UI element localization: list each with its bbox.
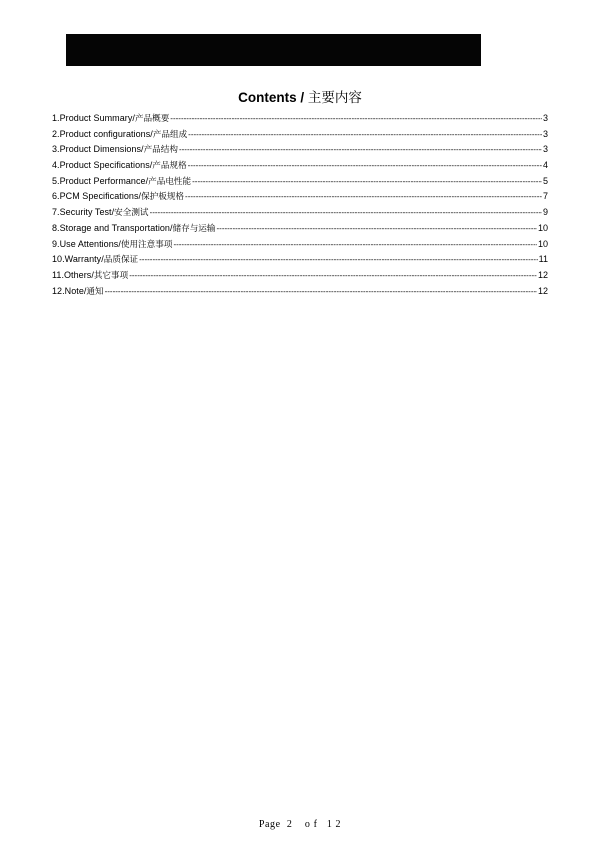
toc-entry-separator: / [145,175,149,186]
contents-title [0,86,600,106]
toc-entry-title-cn: 产品结构 [143,145,178,156]
toc-entry-title: 7.Security Test [52,207,112,218]
toc-dot-leader [129,268,537,284]
toc-entry-page-number: 3 [542,144,548,155]
toc-entry-separator: / [118,238,121,249]
toc-entry-title-cn: 其它事项 [93,270,129,281]
toc-dot-leader [170,111,542,127]
toc-entry-title-cn: 产品组成 [152,129,188,140]
toc-dot-leader [173,237,537,253]
toc-entry-page-number: 3 [542,113,548,123]
toc-entry[interactable] [52,189,548,205]
toc-entry[interactable] [52,142,548,158]
toc-entry[interactable] [52,268,548,284]
toc-entry-separator: / [111,207,115,218]
toc-dot-leader [139,252,538,268]
toc-entry-title: 12.Note [52,285,84,296]
toc-dot-leader [192,174,542,190]
toc-entry-title-cn: 品质保证 [103,255,139,266]
toc-dot-leader [185,189,542,205]
toc-entry-title: 11.Others [52,269,92,280]
toc-entry[interactable] [52,252,548,268]
toc-entry-separator: / [91,269,94,280]
toc-entry-page-number: 10 [537,222,548,233]
toc-entry[interactable] [52,127,548,143]
toc-entry-title: 3.Product Dimensions [52,144,142,155]
toc-dot-leader [188,158,542,174]
toc-entry[interactable] [52,158,548,174]
page-number-footer: Page 2 o f 1 2 [258,819,342,830]
contents-title-cn: 主要内容 [307,90,362,106]
toc-dot-leader [150,205,542,221]
toc-entry[interactable] [52,111,548,127]
toc-entry-page-number: 11 [538,254,548,265]
toc-entry-title-cn: 保护板规格 [141,192,185,203]
toc-entry-title: 2.Product configurations [52,128,151,139]
toc-entry-separator: / [149,160,153,171]
toc-entry[interactable] [52,237,548,253]
toc-entry-page-number: 3 [542,128,548,139]
toc-entry[interactable] [52,174,548,190]
toc-entry-title-cn: 通知 [86,286,104,297]
toc-entry-title: 4.Product Specifications [52,160,150,171]
toc-entry-page-number: 12 [537,285,548,296]
toc-entry-title: 1.Product Summary [52,113,133,123]
header-redaction-bar [66,34,481,66]
toc-entry-page-number: 10 [537,238,548,249]
toc-entry-title-cn: 产品电性能 [148,176,192,187]
toc-entry-title: 9.Use Attentions [52,238,119,249]
toc-entry-page-number: 12 [537,269,548,280]
table-of-contents [52,111,548,299]
toc-entry-separator: / [83,285,87,296]
toc-entry-title: 5.Product Performance [52,175,146,186]
toc-entry-title: 6.PCM Specifications [52,191,139,202]
contents-title-en: Contents / [238,90,308,105]
toc-entry[interactable] [52,284,548,300]
toc-entry[interactable] [52,205,548,221]
toc-entry-separator: / [138,191,142,202]
toc-entry-title: 8.Storage and Transportation [52,222,170,233]
toc-entry-title-cn: 产品概要 [134,114,170,124]
toc-dot-leader [179,142,542,158]
toc-entry-separator: / [141,144,144,155]
toc-entry-title-cn: 安全测试 [114,208,149,219]
toc-entry-title-cn: 使用注意事项 [120,239,173,250]
toc-entry-separator: / [169,222,173,233]
toc-entry-separator: / [150,128,153,139]
toc-entry-separator: / [101,254,104,265]
toc-entry-page-number: 9 [542,207,548,218]
toc-entry-title-cn: 储存与运输 [172,223,216,234]
toc-entry-title-cn: 产品规格 [152,161,187,172]
toc-dot-leader [105,284,537,300]
toc-entry-separator: / [132,113,135,123]
toc-entry[interactable] [52,221,548,237]
toc-dot-leader [188,127,542,143]
toc-entry-page-number: 4 [542,160,548,171]
toc-entry-title: 10.Warranty [52,254,102,265]
toc-entry-page-number: 5 [542,175,548,186]
toc-dot-leader [216,221,537,237]
toc-entry-page-number: 7 [542,191,548,202]
